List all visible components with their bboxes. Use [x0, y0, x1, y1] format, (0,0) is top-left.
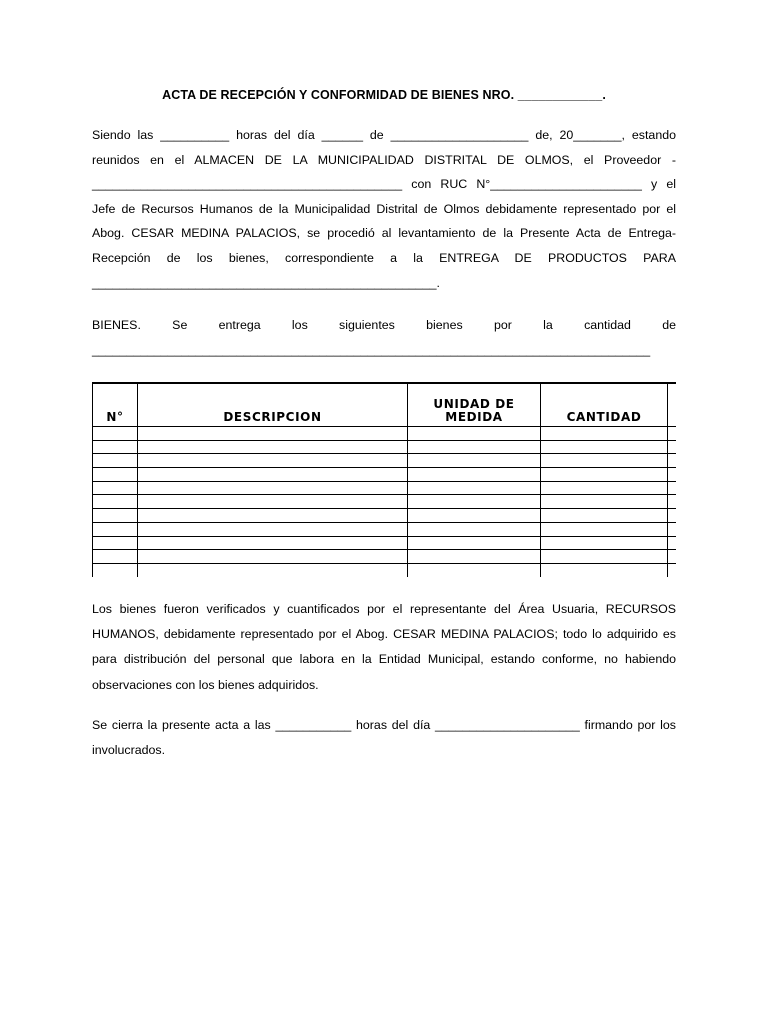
table-row — [93, 468, 676, 482]
table-cell — [668, 522, 676, 536]
header-quantity: CANTIDAD — [541, 383, 668, 427]
table-row — [93, 509, 676, 523]
table-row — [93, 536, 676, 550]
table-body — [93, 427, 676, 577]
table-cell — [93, 440, 138, 454]
table-row — [93, 522, 676, 536]
table-cell — [408, 522, 541, 536]
table-cell — [93, 509, 138, 523]
table-cell — [93, 427, 138, 441]
table-header-row — [93, 383, 676, 427]
table-row — [93, 427, 676, 441]
table-cell — [668, 495, 676, 509]
table-cell — [408, 468, 541, 482]
table-cell — [93, 536, 138, 550]
table-cell — [138, 468, 408, 482]
table-row — [93, 495, 676, 509]
table-cell — [668, 454, 676, 468]
header-extra — [668, 383, 676, 427]
table-cell — [408, 427, 541, 441]
table-cell — [408, 550, 541, 564]
table-cell — [138, 427, 408, 441]
intro-line: Abog. CESAR MEDINA PALACIOS, se procedió al levantamiento de la Presente Acta de Entrega- — [92, 226, 676, 241]
table-cell — [541, 454, 668, 468]
table-cell — [138, 563, 408, 576]
table-cell — [93, 550, 138, 564]
table-cell — [668, 427, 676, 441]
table-cell — [541, 440, 668, 454]
table-cell — [541, 550, 668, 564]
table-cell — [138, 454, 408, 468]
table-cell — [138, 509, 408, 523]
verification-line: para distribución del personal que labora en la Entidad Municipal, estando conforme, no habiendo — [92, 652, 676, 667]
bienes-line: BIENES. Se entrega los siguientes bienes por la cantidad de — [92, 318, 676, 332]
table-cell — [93, 454, 138, 468]
table-cell — [138, 536, 408, 550]
verification-line: Los bienes fueron verificados y cuantificados por el representante del Área Usuaria, RECURSOS — [92, 602, 676, 616]
table-cell — [408, 440, 541, 454]
table-row — [93, 563, 676, 576]
table-cell — [93, 495, 138, 509]
table-cell — [668, 563, 676, 576]
table-cell — [138, 522, 408, 536]
table-cell — [541, 522, 668, 536]
table-cell — [138, 550, 408, 564]
table-cell — [408, 454, 541, 468]
table-cell — [541, 563, 668, 576]
table-cell — [138, 440, 408, 454]
intro-line: Siendo las __________ horas del día ______ de ____________________ de, 20_______, estando — [92, 128, 676, 142]
table-cell — [408, 509, 541, 523]
intro-line: _____________________________________________ con RUC N°______________________ y el — [92, 177, 676, 192]
table-row — [93, 550, 676, 564]
table-cell — [668, 550, 676, 564]
table-row — [93, 481, 676, 495]
items-table — [92, 382, 676, 577]
intro-paragraph — [92, 123, 676, 295]
table-cell — [668, 536, 676, 550]
table-cell — [668, 481, 676, 495]
bienes-line: _________________________________________________________________________________ — [92, 342, 651, 357]
table-cell — [408, 495, 541, 509]
table-cell — [408, 481, 541, 495]
table-cell — [93, 522, 138, 536]
table-row — [93, 440, 676, 454]
verification-paragraph — [92, 597, 676, 698]
table-cell — [668, 509, 676, 523]
table-cell — [541, 427, 668, 441]
table-cell — [93, 468, 138, 482]
verification-line: observaciones con los bienes adquiridos. — [92, 677, 319, 692]
table-cell — [541, 536, 668, 550]
table-cell — [541, 495, 668, 509]
closing-line: involucrados. — [92, 743, 166, 758]
closing-line: Se cierra la presente acta a las ___________ horas del día _____________________ firmando por los — [92, 718, 676, 732]
bienes-paragraph — [92, 313, 676, 362]
intro-line: reunidos en el ALMACEN DE LA MUNICIPALIDAD DISTRITAL DE OLMOS, el Proveedor - — [92, 152, 676, 167]
table-cell — [138, 495, 408, 509]
table-row — [93, 454, 676, 468]
intro-line: Recepción de los bienes, correspondiente a la ENTREGA DE PRODUCTOS PARA — [92, 250, 676, 265]
table-cell — [93, 481, 138, 495]
table-cell — [668, 468, 676, 482]
table-cell — [668, 440, 676, 454]
table-cell — [541, 468, 668, 482]
verification-line: HUMANOS, debidamente representado por el Abog. CESAR MEDINA PALACIOS; todo lo adquirido es — [92, 627, 676, 642]
header-unit: UNIDAD DE MEDIDA — [408, 383, 541, 427]
table-cell — [408, 563, 541, 576]
intro-line: Jefe de Recursos Humanos de la Municipalidad Distrital de Olmos debidamente representado por el — [92, 201, 676, 216]
table-cell — [93, 563, 138, 576]
closing-paragraph — [92, 713, 676, 763]
table-cell — [541, 481, 668, 495]
table-cell — [541, 509, 668, 523]
header-description: DESCRIPCION — [138, 383, 408, 427]
intro-line: __________________________________________________. — [92, 275, 440, 290]
document-title: ACTA DE RECEPCIÓN Y CONFORMIDAD DE BIENES NRO. ____________. — [162, 88, 606, 102]
table-cell — [138, 481, 408, 495]
header-number: N° — [93, 383, 138, 427]
table-cell — [408, 536, 541, 550]
